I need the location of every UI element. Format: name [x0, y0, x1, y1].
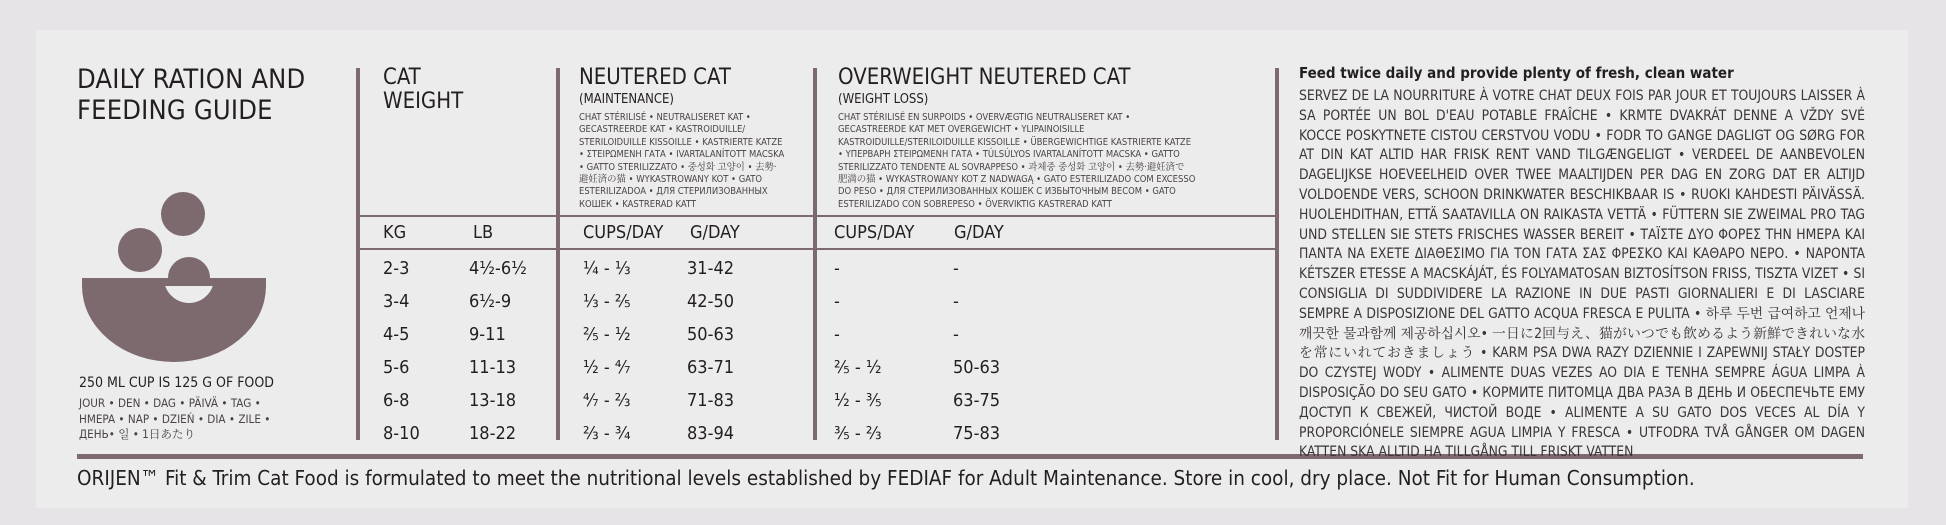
- overweight-translation-line: • ΥΠΕΡΒΑΡΗ ΣΤΕΙΡΩΜΕΝΗ ΓΑΤΑ • TÚLSÚLYOS IVARTALANÍTOTT MACSKA • GATTO: [838, 149, 1180, 161]
- per-day-line-2: HMEPA • NAP • DZIEŃ • DIA • ZILE •: [79, 411, 271, 426]
- neutered-translation-line: 避妊済の猫 • WYKASTROWANY KOT • GATO: [579, 174, 763, 186]
- cell-cups-weightloss: ⅖ - ½: [834, 357, 882, 378]
- overweight-translations: [838, 112, 1270, 211]
- cell-cups-weightloss: ½ - ⅗: [834, 390, 882, 411]
- neutered-translation-line: КОШЕК • KASTRERAD KATT: [579, 198, 697, 210]
- title-line-2: FEEDING GUIDE: [77, 95, 273, 126]
- neutered-subtitle: (MAINTENANCE): [579, 92, 674, 107]
- cell-g-weightloss: -: [953, 258, 959, 279]
- cell-kg: 6-8: [383, 390, 410, 411]
- cat-weight-line-2: WEIGHT: [383, 89, 464, 114]
- cell-cups-weightloss: -: [834, 324, 840, 345]
- neutered-translation-line: • ΣΤΕΙΡΩΜΕΝΗ ΓΑΤΑ • IVARTALANÍTOTT MACSKA: [579, 149, 785, 161]
- neutered-translation-line: • GATTO STERILIZZATO • 중성화 고양이 • 去勢·: [579, 161, 777, 173]
- overweight-translation-line: GECASTREERDE KAT MET OVERGEWICHT • YLIPAINOISILLE: [838, 124, 1085, 136]
- cell-kg: 8-10: [383, 423, 420, 444]
- divider-4: [1275, 68, 1279, 440]
- cell-lb: 4½-6½: [469, 258, 527, 279]
- overweight-heading: OVERWEIGHT NEUTERED CAT: [838, 65, 1131, 90]
- cell-g-maintenance: 63-71: [687, 357, 735, 378]
- neutered-translation-line: STERILOIDUILLE KISSOILLE • KASTRIERTE KATZE: [579, 136, 783, 148]
- cell-lb: 13-18: [469, 390, 517, 411]
- col-header-g-maintenance: G/DAY: [690, 222, 740, 243]
- cell-g-maintenance: 83-94: [687, 423, 735, 444]
- cell-cups-maintenance: ⅔ - ¾: [583, 423, 631, 444]
- overweight-translation-line: DO PESO • ДЛЯ СТЕРИЛИЗОВАННЫХ КОШЕК С ИЗБЫТОЧНЫМ ВЕСОМ • GATO: [838, 186, 1176, 198]
- cell-cups-maintenance: ⅖ - ½: [583, 324, 631, 345]
- per-day-line-1: JOUR • DEN • DAG • PÄIVÄ • TAG •: [79, 396, 261, 410]
- neutered-translation-line: CHAT STÉRILISÉ • NEUTRALISERET KAT •: [579, 112, 751, 123]
- cell-g-maintenance: 50-63: [687, 324, 735, 345]
- divider-2: [556, 68, 560, 440]
- cell-cups-maintenance: ¼ - ⅓: [583, 258, 631, 279]
- footer-statement: ORIJEN™ Fit & Trim Cat Food is formulated to meet the nutritional levels established by FEDIAF for Adult Maintenance. Store in cool, dry place. Not Fit for Human Consumption.: [77, 466, 1695, 490]
- cell-g-maintenance: 31-42: [687, 258, 735, 279]
- cell-kg: 4-5: [383, 324, 410, 345]
- title-line-1: DAILY RATION AND: [77, 64, 306, 95]
- cell-lb: 9-11: [469, 324, 506, 345]
- per-day-translations: [79, 396, 270, 443]
- col-header-kg: KG: [383, 222, 407, 243]
- col-header-lb: LB: [473, 222, 494, 243]
- cell-cups-weightloss: -: [834, 291, 840, 312]
- cell-g-weightloss: 63-75: [953, 390, 1001, 411]
- cat-weight-heading: [383, 66, 463, 114]
- feeding-translations: SERVEZ DE LA NOURRITURE À VOTRE CHAT DEUX FOIS PAR JOUR ET TOUJOURS LAISSER À SA PORTÉE UN BOL D'EAU POTABLE FRAÎCHE • KRMTE DVAKRÁT DENNE A VŽDY SVÉ KOCCE POSKYTNETE CISTOU CERSTVOU VODU • FODR TO GANGE DAGLIGT OG SØRG FOR AT DIN KAT ALTID HAR FRISK RENT VAND TILGÆNGELIGT • VERDEEL DE AANBEVOLEN DAGELIJKSE HOEVEELHEID OVER TWEE MAALTIJDEN PER DAG EN ZORG DAT ER ALTIJD VOLDOENDE VERS, SCHOON DRINKWATER BESCHIKBAAR IS • RUOKI KAHDESTI PÄIVÄSSÄ. HUOLEHDITHAN, ETTÄ SAATAVILLA ON RAIKASTA VETTÄ • FÜTTERN SIE ZWEIMAL PRO TAG UND STELLEN SIE STETS FRISCHES WASSER BEREIT • ΤΑΪΣΤΕ ΔΥΟ ΦΟΡΕΣ ΤΗΝ ΗΜΕΡΑ ΚΑΙ ΠΑΝΤΑ ΝΑ ΕΧΕΤΕ ΔΙΑΘΕΣΙΜΟ ΓΙΑ ΤΟΝ ΓΑΤΑ ΣΑΣ ΦΡΕΣΚΟ ΚΑΙ ΚΑΘΑΡΟ ΝΕΡΟ. • NAPONTA KÉTSZER ETESSE A MACSKÁJÁT, ÉS FOLYAMATOSAN BIZTOSÍTSON FRISS, TISZTA VIZET • SI CONSIGLIA DI SUDDIVIDERE LA RAZIONE IN DUE PASTI GIORNALIERI E DI LASCIARE SEMPRE A DISPOSIZIONE DEL GATTO ACQUA FRESCA E PULITA • 하루 두번 급여하고 언제나 깨끗한 물과함께 제공하십시오• 一日に2回与え、猫がいつでも飲めるよう新鮮できれいな水を常にいれておきましょう • KARM PSA DWA RAZY DZIENNIE I ZAPEWNIJ STAŁY DOSTEP DO CZYSTEJ WODY • ALIMENTE DUAS VEZES AO DIA E TENHA SEMPRE ÁGUA LIMPA À DISPOSIÇÃO DO SEU GATO • КОРМИТЕ ПИТОМЦА ДВА РАЗА В ДЕНЬ И ОБЕСПЕЧЬТЕ ЕМУ ДОСТУП К СВЕЖЕЙ, ЧИСТОЙ ВОДЕ • ALIMENTE A SU GATO DOS VECES AL DÍA Y PROPORCIÓNELE SIEMPRE AGUA LIMPIA Y FRESCA • UTFODRA TVÅ GÅNGER OM DAGEN KATTEN SKA ALLTID HA TILLGÅNG TILL FRISKT VATTEN: [1299, 88, 1865, 461]
- cup-note: 250 ML CUP IS 125 G OF FOOD: [79, 375, 274, 391]
- cell-g-maintenance: 71-83: [687, 390, 735, 411]
- header-rule-top: [356, 215, 1279, 217]
- cell-cups-maintenance: ⁴⁄₇ - ⅔: [583, 390, 631, 411]
- cell-cups-weightloss: -: [834, 258, 840, 279]
- header-rule-bottom: [356, 248, 1279, 250]
- cell-kg: 5-6: [383, 357, 410, 378]
- cell-cups-weightloss: ⅗ - ⅔: [834, 423, 882, 444]
- neutered-translation-line: ESTERILIZADOA • ДЛЯ СТЕРИЛИЗОВАННЫХ: [579, 186, 768, 198]
- neutered-translation-line: GECASTREERDE KAT • KASTROIDUILLE/: [579, 124, 746, 136]
- food-bowl-icon: [80, 190, 270, 370]
- neutered-translations: [579, 112, 809, 211]
- cell-lb: 11-13: [469, 357, 517, 378]
- overweight-translation-line: STERILIZZATO TENDENTE AL SOVRAPPESO • 과체중 중성화 고양이 • 去勢·避妊済で: [838, 161, 1185, 173]
- divider-1: [356, 68, 360, 440]
- col-header-cups-weightloss: CUPS/DAY: [834, 222, 915, 243]
- page-title: [77, 64, 305, 126]
- overweight-translation-line: KASTROIDUILLE/STERILOIDUILLE KISSOILLE • ÜBERGEWICHTIGE KASTRIERTE KATZE: [838, 136, 1192, 148]
- divider-3: [813, 68, 817, 440]
- cell-g-weightloss: -: [953, 324, 959, 345]
- cell-lb: 18-22: [469, 423, 517, 444]
- overweight-translation-line: 肥満の猫 • WYKASTROWANY KOT Z NADWAGĄ • GATO ESTERILIZADO COM EXCESSO: [838, 174, 1196, 186]
- cell-cups-maintenance: ⅓ - ⅖: [583, 291, 631, 312]
- per-day-line-3: ДЕНЬ• 일 • 1日あたり: [79, 427, 196, 442]
- cat-weight-line-1: CAT: [383, 65, 421, 90]
- cell-g-weightloss: 75-83: [953, 423, 1001, 444]
- cell-g-weightloss: -: [953, 291, 959, 312]
- neutered-heading: NEUTERED CAT: [579, 65, 731, 90]
- col-header-cups-maintenance: CUPS/DAY: [583, 222, 664, 243]
- overweight-translation-line: CHAT STÉRILISÉ EN SURPOIDS • OVERVÆGTIG NEUTRALISERET KAT •: [838, 112, 1131, 123]
- col-header-g-weightloss: G/DAY: [954, 222, 1004, 243]
- cell-cups-maintenance: ½ - ⁴⁄₇: [583, 357, 631, 378]
- cell-kg: 2-3: [383, 258, 410, 279]
- cell-g-maintenance: 42-50: [687, 291, 735, 312]
- overweight-translation-line: ESTERILIZADO CON SOBREPESO • ÖVERVIKTIG KASTRERAD KATT: [838, 198, 1112, 210]
- cell-g-weightloss: 50-63: [953, 357, 1001, 378]
- feeding-heading: Feed twice daily and provide plenty of fresh, clean water: [1299, 64, 1734, 82]
- cell-lb: 6½-9: [469, 291, 512, 312]
- cell-kg: 3-4: [383, 291, 410, 312]
- overweight-subtitle: (WEIGHT LOSS): [838, 92, 929, 107]
